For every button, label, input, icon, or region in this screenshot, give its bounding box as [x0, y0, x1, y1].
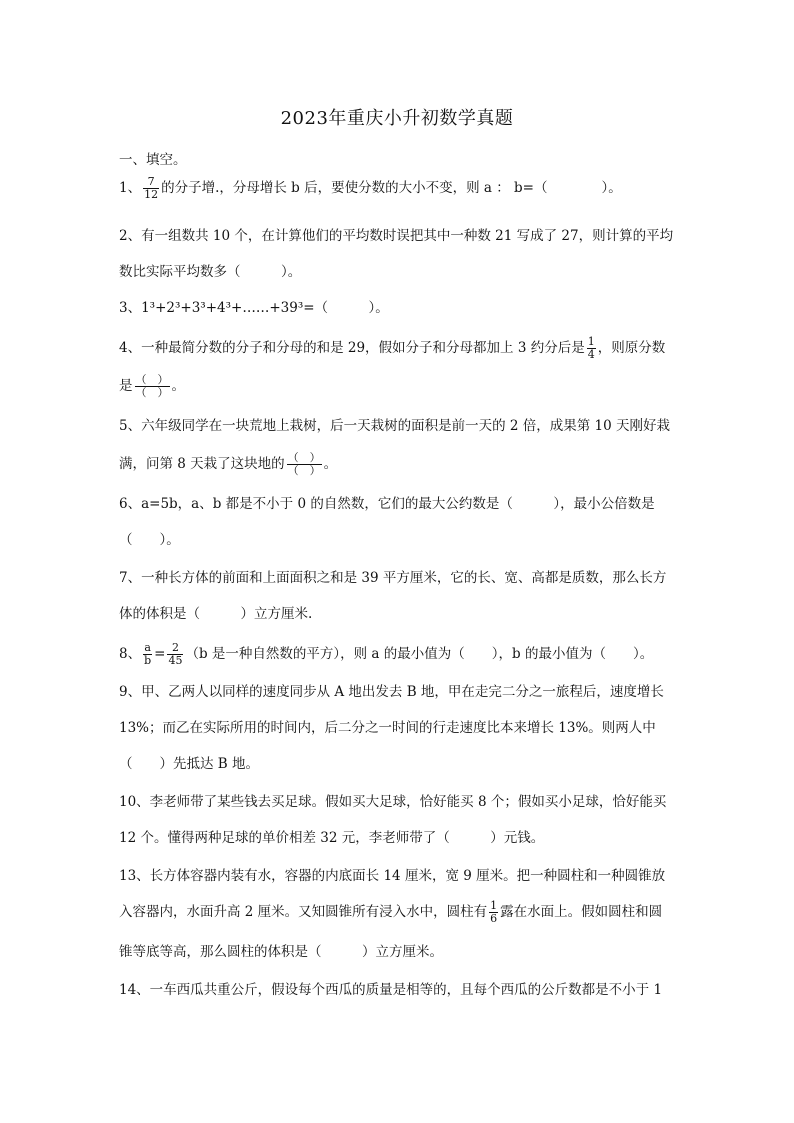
question-10-line-1: 10、李老师带了某些钱去买足球。假如买大足球，恰好能买 8 个；假如买小足球，恰好能买	[119, 794, 667, 810]
question-6-line-2: （ ）。	[119, 532, 180, 548]
question-13-line-3: 锥等底等高，那么圆柱的体积是（ ）立方厘米。	[119, 944, 443, 960]
question-14-line-1: 14、一车西瓜共重公斤，假设每个西瓜的质量是相等的，且每个西瓜的公斤数都是不小于 1	[119, 982, 663, 998]
q5-answer-blank-fraction: $\frac{( )}{( )}$	[287, 451, 321, 477]
q8-fraction-2-over-45: $\frac{2}{45}$	[168, 641, 183, 667]
question-13-line-1: 13、长方体容器内装有水，容器的内底面长 14 厘米，宽 9 厘米。把一种圆柱和一种圆锥放	[119, 868, 666, 884]
question-1	[119, 176, 622, 201]
question-2-line-1: 2、有一组数共 10 个，在计算他们的平均数时误把其中一种数 21 写成了 27，则计算的平均	[119, 228, 674, 244]
page-title: 2023年重庆小升初数学真题	[280, 108, 514, 129]
q13-fraction: $\frac{1}{6}$	[490, 899, 498, 925]
question-13-line-2: 入容器内，水面升高 2 厘米。又知圆锥所有浸入水中，圆柱有 $\frac{1}{6}$ 露在水面上。假如圆柱和圆	[119, 899, 663, 925]
question-8: 8、 $\frac{a}{b}$ = $\frac{2}{45}$ （b 是一种自然数的平方），则 a 的最小值为（ ），b 的最小值为（ ）。	[119, 641, 654, 667]
question-4-line-2: 是 $\frac{( )}{( )}$ 。	[119, 373, 185, 399]
section-heading: 一、填空。	[119, 152, 187, 168]
question-6-line-1: 6、a=5b，a、b 都是不小于 0 的自然数，它们的最大公约数是（ ），最小公倍数是	[119, 496, 655, 512]
q1-number: 1、	[119, 180, 142, 196]
q1-text: 的分子增.，分母增长 b 后，要使分数的大小不变，则 a ： b=（ ）。	[161, 180, 622, 196]
question-5-line-2: 满，问第 8 天栽了这块地的 $\frac{( )}{( )}$ 。	[119, 451, 338, 477]
question-9-line-2: 13%；而乙在实际所用的时间内，后二分之一时间的行走速度比本来增长 13%。则两人中	[119, 720, 656, 736]
question-10-line-2: 12 个。懂得两种足球的单价相差 32 元，李老师带了（ ）元钱。	[119, 830, 545, 846]
q8-fraction-a-over-b: $\frac{a}{b}$	[144, 641, 152, 667]
question-7-line-2: 体的体积是（ ）立方厘米.	[119, 606, 313, 622]
q1-fraction: $\frac{7}{12}$	[144, 175, 159, 201]
question-9-line-1: 9、甲、乙两人以同样的速度同步从 A 地出发去 B 地，甲在走完二分之一旅程后，速度增长	[119, 684, 664, 700]
question-5-line-1: 5、六年级同学在一块荒地上栽树，后一天栽树的面积是前一天的 2 倍，成果第 10 天刚好栽	[119, 418, 671, 434]
question-3: 3、1³+2³+3³+4³+……+39³=（ ）。	[119, 300, 389, 316]
question-2-line-2: 数比实际平均数多（ ）。	[119, 264, 302, 280]
q4-answer-blank-fraction: $\frac{( )}{( )}$	[135, 373, 169, 399]
question-7-line-1: 7、一种长方体的前面和上面面积之和是 39 平方厘米，它的长、宽、高都是质数，那么长方	[119, 570, 667, 586]
q4-fraction: $\frac{1}{4}$	[587, 335, 595, 361]
question-9-line-3: （ ）先抵达 B 地。	[119, 756, 260, 772]
question-4-line-1: 4、一种最简分数的分子和分母的和是 29，假如分子和分母都加上 3 约分后是 $\frac{1}{4}$ ，则原分数	[119, 335, 666, 361]
